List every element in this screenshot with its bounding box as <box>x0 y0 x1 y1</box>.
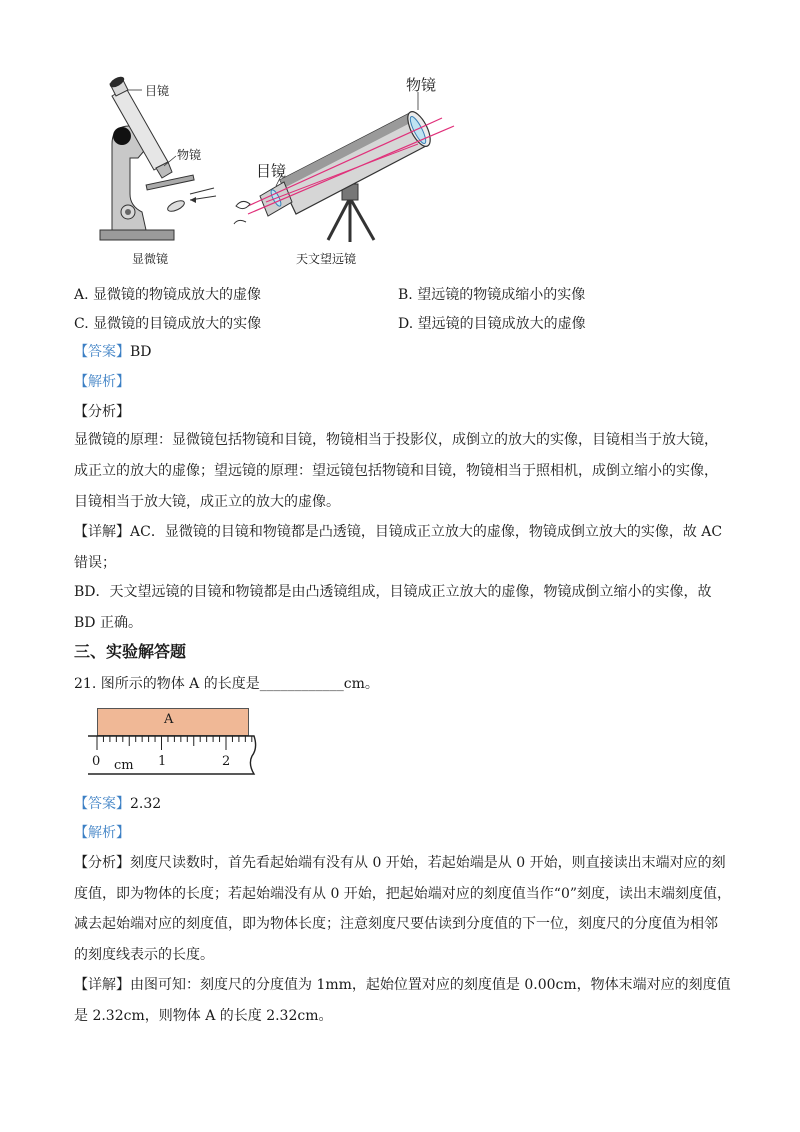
option-c: C. 显微镜的目镜成放大的实像 <box>74 316 262 332</box>
telescope-eyepiece-label: 目镜 <box>256 162 287 180</box>
option-a: A. 显微镜的物镜成放大的虚像 <box>74 287 262 303</box>
fenxi-tag: 【分析】 <box>74 855 130 871</box>
q21-jiexi <box>74 823 734 843</box>
microscope-figure <box>90 74 220 266</box>
q21-fenxi-line: 的刻度线表示的长度。 <box>74 947 214 963</box>
telescope-figure <box>232 74 462 244</box>
q20-xiangjie-line: 错误； <box>74 555 116 571</box>
option-d: D. 望远镜的目镜成放大的虚像 <box>398 316 586 332</box>
xiangjie-tag: 【详解】 <box>74 977 130 993</box>
answer-tag: 【答案】 <box>74 796 130 812</box>
tick-label-1: 1 <box>158 754 167 769</box>
q20-fenxi-line: 成正立的放大的虚像；望远镜的原理：望远镜包括物镜和目镜，物镜相当于照相机，成倒立缩小的实像， <box>74 463 718 479</box>
jiexi-tag: 【解析】 <box>74 825 130 841</box>
xiangjie-tag: 【详解】 <box>74 524 130 540</box>
microscope-eyepiece-label: 目镜 <box>145 84 170 98</box>
q20-xiangjie-line: BD 正确。 <box>74 615 142 631</box>
q20-jiexi <box>74 372 734 392</box>
q20-xiangjie <box>74 522 734 542</box>
q21-xiangjie-line: 是 2.32cm，则物体 A 的长度 2.32cm。 <box>74 1008 333 1024</box>
section-heading: 三、实验解答题 <box>74 642 187 661</box>
q20-xiangjie-line: BD．天文望远镜的目镜和物镜都是由凸透镜组成，目镜成正立放大的虚像，物镜成倒立缩小的实像，故 <box>74 584 712 600</box>
tick-label-0: 0 <box>92 754 101 769</box>
q21-fenxi-line: 减去起始端对应的刻度值，即为物体长度；注意刻度尺要估读到分度值的下一位，刻度尺的分度值为相邻 <box>74 916 718 932</box>
jiexi-tag: 【解析】 <box>74 374 130 390</box>
answer-value: BD <box>130 344 152 360</box>
ruler <box>84 706 264 776</box>
telescope-objective-label: 物镜 <box>406 76 437 94</box>
q21-answer <box>74 794 734 814</box>
object-a-label: A <box>164 712 174 727</box>
microscope-caption: 显微镜 <box>132 252 169 266</box>
answer-value: 2.32 <box>130 796 162 812</box>
answer-tag: 【答案】 <box>74 344 130 360</box>
fenxi-tag: 【分析】 <box>74 404 130 420</box>
q21-question: 21. 图所示的物体 A 的长度是____________cm。 <box>74 676 379 692</box>
q21-xiangjie <box>74 975 734 995</box>
ruler-figure <box>84 706 264 776</box>
unit-label: cm <box>114 758 134 773</box>
q20-answer <box>74 342 734 362</box>
xiangjie-text: 由图可知：刻度尺的分度值为 1mm，起始位置对应的刻度值是 0.00cm，物体末端对应的刻度值 <box>130 977 731 993</box>
q21-fenxi <box>74 853 734 873</box>
microscope-objective-label: 物镜 <box>177 148 202 162</box>
tick-label-2: 2 <box>222 754 231 769</box>
xiangjie-text: AC．显微镜的目镜和物镜都是凸透镜，目镜成正立放大的虚像，物镜成倒立放大的实像，故 AC <box>130 524 723 540</box>
telescope-caption: 天文望远镜 <box>296 252 357 266</box>
q20-fenxi-line: 目镜相当于放大镜，成正立的放大的虚像。 <box>74 494 340 510</box>
q20-fenxi <box>74 402 734 422</box>
q21-fenxi-line: 度值，即为物体的长度；若起始端没有从 0 开始，把起始端对应的刻度值当作“0”刻度，读出末端刻度值， <box>74 886 732 902</box>
option-b: B. 望远镜的物镜成缩小的实像 <box>398 287 586 303</box>
q20-fenxi-line: 显微镜的原理：显微镜包括物镜和目镜，物镜相当于投影仪，成倒立的放大的实像，目镜相当于放大镜， <box>74 432 718 448</box>
fenxi-text: 刻度尺读数时，首先看起始端有没有从 0 开始，若起始端是从 0 开始，则直接读出末端对应的刻 <box>130 855 726 871</box>
